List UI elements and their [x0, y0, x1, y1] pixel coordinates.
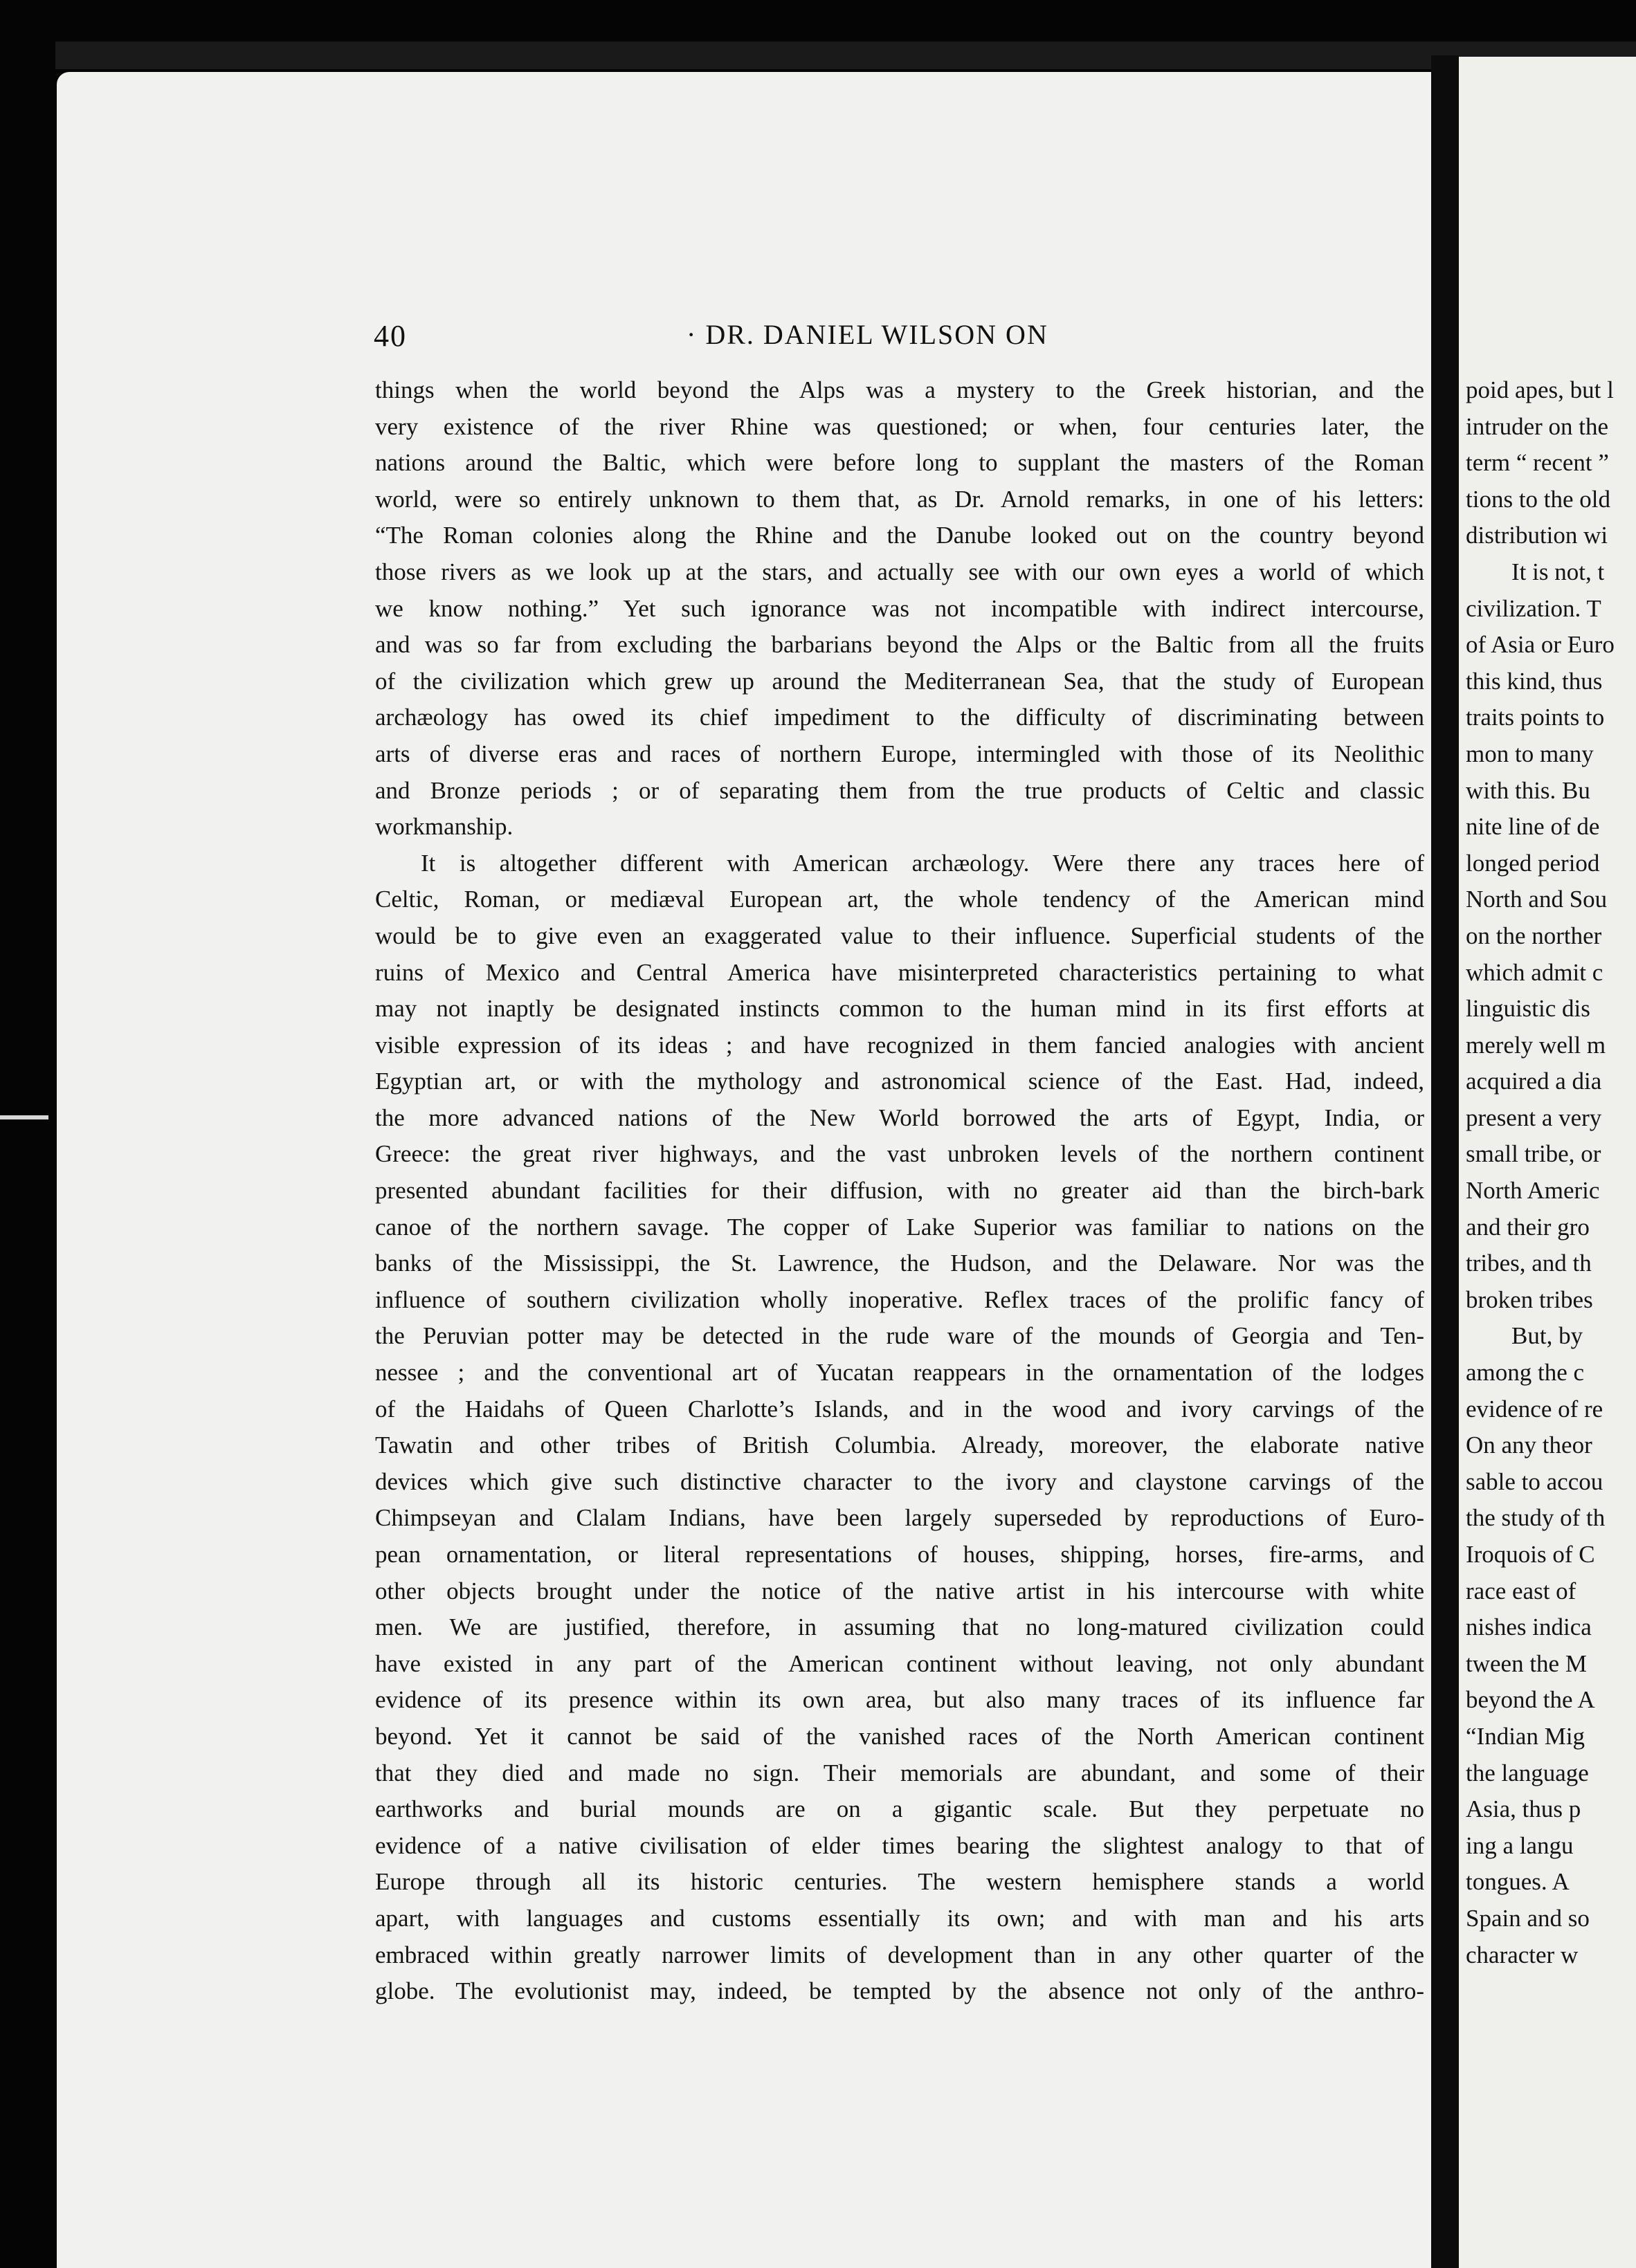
right-page-line: race east of	[1466, 1577, 1576, 1604]
text-line: men. We are justified, therefore, in assuming that no long-matured civilization could	[375, 1613, 1424, 1641]
text-line: Tawatin and other tribes of British Columbia. Already, moreover, the elaborate native	[375, 1432, 1424, 1459]
page-number: 40	[374, 319, 407, 353]
text-line: nations around the Baltic, which were before long to supplant the masters of the Roman	[375, 449, 1424, 477]
scan-edge-mark	[0, 1115, 48, 1119]
text-line: other objects brought under the notice of the native artist in his intercourse with white	[375, 1577, 1424, 1604]
text-line: the more advanced nations of the New World borrowed the arts of Egypt, India, or	[375, 1104, 1424, 1131]
text-line: workmanship.	[375, 813, 513, 841]
text-line: banks of the Mississippi, the St. Lawrence, the Hudson, and the Delaware. Nor was the	[375, 1250, 1424, 1277]
text-line: influence of southern civilization wholly inoperative. Reflex traces of the prolific fancy of	[375, 1286, 1424, 1313]
text-line: arts of diverse eras and races of northern Europe, intermingled with those of its Neolithic	[375, 740, 1424, 767]
right-page-line: poid apes, but l	[1466, 376, 1614, 403]
right-page-line: civilization. T	[1466, 594, 1601, 622]
right-page-line: small tribe, or	[1466, 1140, 1601, 1168]
text-line: that they died and made no sign. Their memorials are abundant, and some of their	[375, 1759, 1424, 1786]
right-page-line: tribes, and th	[1466, 1250, 1592, 1277]
right-page-line: longed period	[1466, 849, 1600, 877]
page-header	[374, 313, 1426, 354]
right-page-line: mon to many	[1466, 740, 1594, 767]
right-page-line: which admit c	[1466, 958, 1603, 986]
right-page-line: “Indian Mig	[1466, 1722, 1585, 1750]
text-line: things when the world beyond the Alps was a mystery to the Greek historian, and the	[375, 376, 1424, 403]
text-line: those rivers as we look up at the stars, and actually see with our own eyes a world of which	[375, 558, 1424, 585]
text-line: nessee ; and the conventional art of Yucatan reappears in the ornamentation of the lodges	[375, 1359, 1424, 1387]
right-page-line: On any theor	[1466, 1432, 1592, 1459]
text-line: Egyptian art, or with the mythology and astronomical science of the East. Had, indeed,	[375, 1068, 1424, 1095]
text-line: archæology has owed its chief impediment to the difficulty of discriminating between	[375, 704, 1424, 731]
text-line: globe. The evolutionist may, indeed, be tempted by the absence not only of the anthro-	[375, 1977, 1424, 2005]
text-line: pean ornamentation, or literal representations of houses, shipping, horses, fire-arms, and	[375, 1541, 1424, 1568]
right-page-line: the language	[1466, 1759, 1589, 1786]
right-page-line: intruder on the	[1466, 412, 1609, 440]
scan-border	[55, 42, 1636, 69]
right-page-line: evidence of re	[1466, 1395, 1603, 1423]
text-line: Greece: the great river highways, and the vast unbroken levels of the northern continent	[375, 1140, 1424, 1168]
text-line: very existence of the river Rhine was questioned; or when, four centuries later, the	[375, 412, 1424, 440]
right-page-line: tions to the old	[1466, 485, 1611, 513]
right-page-line: on the norther	[1466, 922, 1602, 949]
text-line: devices which give such distinctive character to the ivory and claystone carvings of the	[375, 1467, 1424, 1495]
text-line: “The Roman colonies along the Rhine and the Danube looked out on the country beyond	[375, 522, 1424, 549]
right-page-line: term “ recent ”	[1466, 449, 1609, 477]
right-page-line: of Asia or Euro	[1466, 631, 1615, 659]
right-page-line: nite line of de	[1466, 813, 1600, 841]
right-page-line: North Americ	[1466, 1177, 1600, 1205]
body-text	[375, 372, 1424, 2010]
text-line: ruins of Mexico and Central America have misinterpreted characteristics pertaining to what	[375, 958, 1424, 986]
text-line: world, were so entirely unknown to them that, as Dr. Arnold remarks, in one of his letters:	[375, 485, 1424, 513]
right-page-line: distribution wi	[1466, 522, 1608, 549]
right-page-line: Iroquois of C	[1466, 1541, 1595, 1568]
text-line: It is altogether different with American archæology. Were there any traces here of	[421, 849, 1424, 877]
right-page-line: It is not, t	[1511, 558, 1605, 585]
right-page-line: the study of th	[1466, 1504, 1606, 1532]
right-page-line: merely well m	[1466, 1031, 1606, 1059]
right-page-line: tongues. A	[1466, 1868, 1570, 1896]
text-line: of the Haidahs of Queen Charlotte’s Islands, and in the wood and ivory carvings of the	[375, 1395, 1424, 1423]
right-page-line: nishes indica	[1466, 1613, 1592, 1641]
right-page-line: But, by	[1511, 1322, 1583, 1350]
right-page-line: North and Sou	[1466, 886, 1608, 913]
right-page-line: present a very	[1466, 1104, 1602, 1131]
right-page-line: character w	[1466, 1941, 1579, 1968]
right-page-line: tween the M	[1466, 1649, 1587, 1677]
right-page-line: with this. Bu	[1466, 776, 1590, 804]
right-page-line: traits points to	[1466, 704, 1605, 731]
right-page-line: sable to accou	[1466, 1467, 1603, 1495]
text-line: beyond. Yet it cannot be said of the vanished races of the North American continent	[375, 1722, 1424, 1750]
text-line: have existed in any part of the American continent without leaving, not only abundant	[375, 1649, 1424, 1677]
right-page-line: linguistic dis	[1466, 995, 1590, 1023]
text-line: visible expression of its ideas ; and have recognized in them fancied analogies with ancient	[375, 1031, 1424, 1059]
right-page-line: Asia, thus p	[1466, 1795, 1581, 1823]
right-page-line: among the c	[1466, 1359, 1585, 1387]
right-page-line: Spain and so	[1466, 1904, 1590, 1932]
right-page-line: and their gro	[1466, 1213, 1590, 1241]
text-line: evidence of its presence within its own area, but also many traces of its influence far	[375, 1686, 1424, 1714]
text-line: and was so far from excluding the barbarians beyond the Alps or the Baltic from all the fruits	[375, 631, 1424, 659]
right-page-line: ing a langu	[1466, 1831, 1574, 1859]
text-line: evidence of a native civilisation of elder times bearing the slightest analogy to that of	[375, 1831, 1424, 1859]
right-page-line: beyond the A	[1466, 1686, 1595, 1714]
text-line: embraced within greatly narrower limits of development than in any other quarter of the	[375, 1941, 1424, 1968]
text-line: earthworks and burial mounds are on a gigantic scale. But they perpetuate no	[375, 1795, 1424, 1823]
text-line: may not inaptly be designated instincts common to the human mind in its first efforts at	[375, 995, 1424, 1023]
text-line: the Peruvian potter may be detected in the rude ware of the mounds of Georgia and Ten-	[375, 1322, 1424, 1350]
right-page-text	[1466, 372, 1636, 1973]
right-page-line: broken tribes	[1466, 1286, 1593, 1313]
text-line: canoe of the northern savage. The copper of Lake Superior was familiar to nations on the	[375, 1213, 1424, 1241]
text-line: Celtic, Roman, or mediæval European art, the whole tendency of the American mind	[375, 886, 1424, 913]
text-line: we know nothing.” Yet such ignorance was not incompatible with indirect intercourse,	[375, 594, 1424, 622]
text-line: of the civilization which grew up around the Mediterranean Sea, that the study of European	[375, 667, 1424, 695]
book-gutter	[1431, 55, 1459, 2268]
text-line: apart, with languages and customs essentially its own; and with man and his arts	[375, 1904, 1424, 1932]
text-line: and Bronze periods ; or of separating them from the true products of Celtic and classic	[375, 776, 1424, 804]
right-page-line: this kind, thus	[1466, 667, 1603, 695]
text-line: presented abundant facilities for their diffusion, with no greater aid than the birch-bark	[375, 1177, 1424, 1205]
running-head: · DR. DANIEL WILSON ON	[687, 319, 1048, 350]
text-line: Chimpseyan and Clalam Indians, have been largely superseded by reproductions of Euro-	[375, 1504, 1424, 1532]
text-line: would be to give even an exaggerated value to their influence. Superficial students of the	[375, 922, 1424, 949]
text-line: Europe through all its historic centuries. The western hemisphere stands a world	[375, 1868, 1424, 1896]
right-page-line: acquired a dia	[1466, 1068, 1602, 1095]
